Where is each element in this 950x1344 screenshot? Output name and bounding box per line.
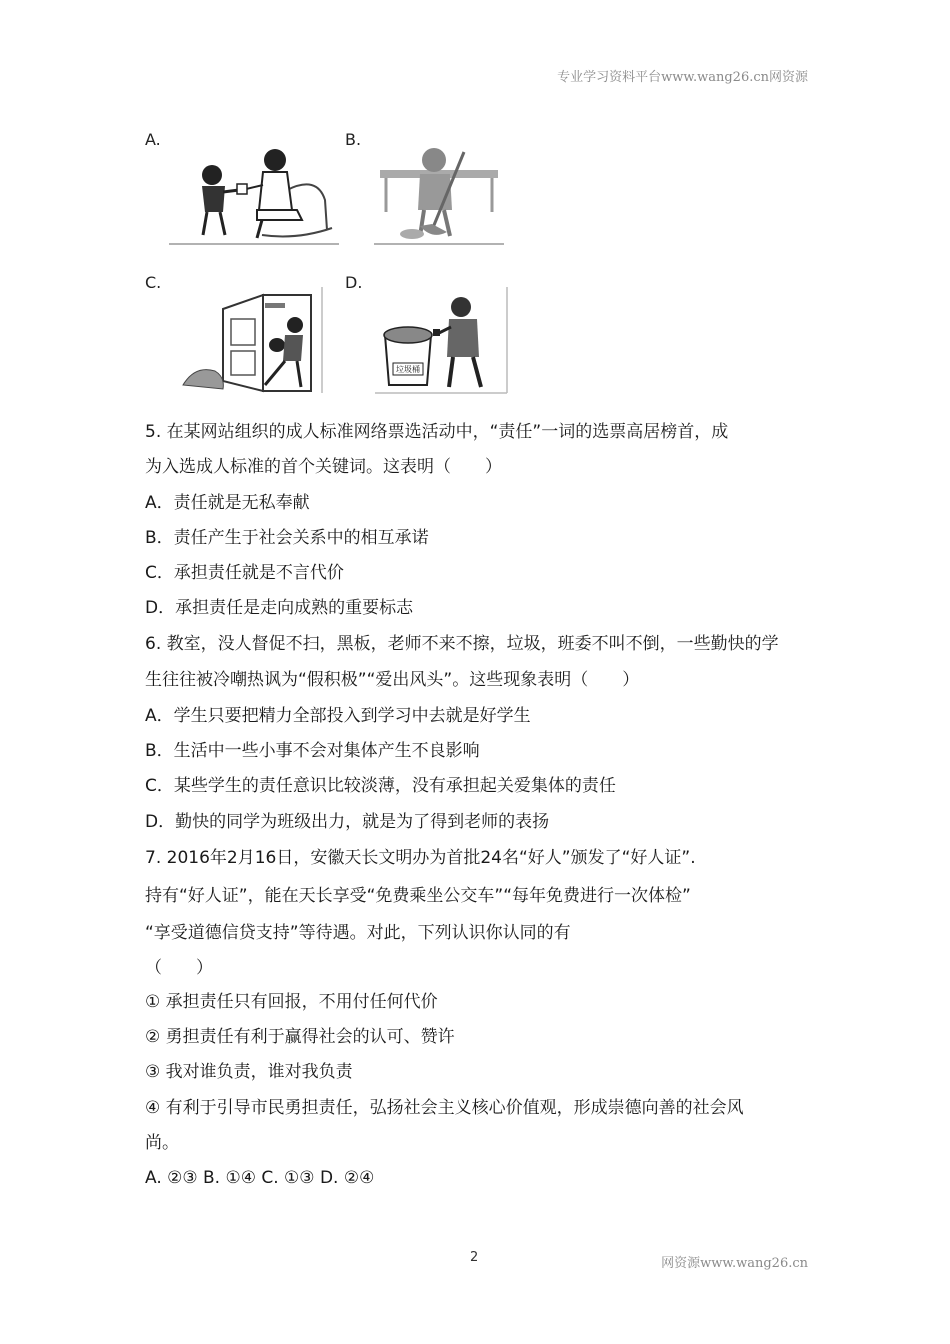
q6-stem-line-1: 6. 教室，没人督促不扫，黑板，老师不来不擦，垃圾，班委不叫不倒，一些勤快的学 xyxy=(145,634,779,654)
option-b-label: B. xyxy=(345,130,362,149)
q7-item-3: ③ 我对谁负责，谁对我负责 xyxy=(145,1062,353,1082)
q6-option-a: A．学生只要把精力全部投入到学习中去就是好学生 xyxy=(145,706,531,726)
q5-option-b: B．责任产生于社会关系中的相互承诺 xyxy=(145,528,429,548)
q7-item-1: ① 承担责任只有回报，不用付任何代价 xyxy=(145,992,438,1012)
q5-stem-line-2: 为入选成人标准的首个关键词。这表明（ ） xyxy=(145,457,502,477)
option-c-label: C. xyxy=(145,273,162,292)
figure-d-student-throwing-trash-in-bin xyxy=(373,285,511,397)
figure-c-student-leaving-through-door xyxy=(175,285,327,397)
footer-source: 网资源www.wang26.cn xyxy=(661,1256,808,1271)
q7-item-4-line-2: 尚。 xyxy=(145,1133,179,1153)
q7-answer-options: A. ②③ B. ①④ C. ①③ D. ②④ xyxy=(145,1168,375,1188)
q5-option-d: D．承担责任是走向成熟的重要标志 xyxy=(145,598,414,618)
q6-option-c: C．某些学生的责任意识比较淡薄，没有承担起关爱集体的责任 xyxy=(145,776,616,796)
option-a-label: A. xyxy=(145,130,161,149)
page-number: 2 xyxy=(470,1250,479,1265)
q5-stem-line-1: 5. 在某网站组织的成人标准网络票选活动中，“责任”一词的选票高居榜首，成 xyxy=(145,422,729,442)
header-source: 专业学习资料平台www.wang26.cn网资源 xyxy=(557,70,808,85)
q7-stem-line-3: “享受道德信贷支持”等待遇。对此，下列认识你认同的有 xyxy=(145,923,571,943)
q7-stem-line-4: （ ） xyxy=(145,958,213,978)
q6-option-d: D．勤快的同学为班级出力，就是为了得到老师的表扬 xyxy=(145,812,550,832)
q7-item-4-line-1: ④ 有利于引导市民勇担责任，弘扬社会主义核心价值观，形成崇德向善的社会风 xyxy=(145,1098,744,1118)
trash-bin-label: 垃圾桶 xyxy=(396,365,420,374)
q5-option-a: A．责任就是无私奉献 xyxy=(145,493,310,513)
figure-a-boy-giving-tea-to-mother xyxy=(167,140,342,248)
q7-item-2: ② 勇担责任有利于赢得社会的认可、赞许 xyxy=(145,1027,455,1047)
q5-option-c: C．承担责任就是不言代价 xyxy=(145,563,344,583)
q7-stem-line-1: 7. 2016年2月16日，安徽天长文明办为首批24名“好人”颁发了“好人证”. xyxy=(145,848,696,868)
q6-option-b: B．生活中一些小事不会对集体产生不良影响 xyxy=(145,741,480,761)
figure-b-student-sweeping-floor xyxy=(372,140,507,248)
q6-stem-line-2: 生往往被冷嘲热讽为“假积极”“爱出风头”。这些现象表明（ ） xyxy=(145,670,640,690)
q7-stem-line-2: 持有“好人证”，能在天长享受“免费乘坐公交车”“每年免费进行一次体检” xyxy=(145,886,691,906)
option-d-label: D. xyxy=(345,273,363,292)
